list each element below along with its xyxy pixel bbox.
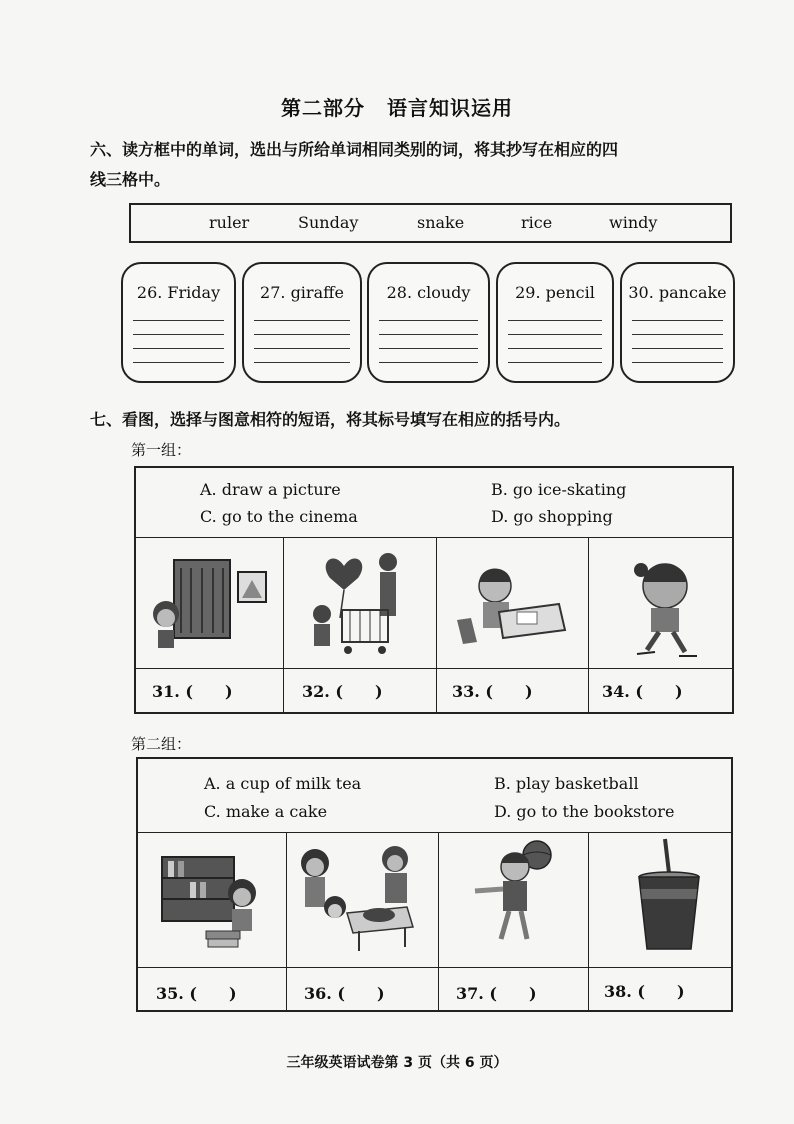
option-d: D. go shopping [491, 507, 613, 526]
writing-line [254, 334, 350, 335]
option-a: A. a cup of milk tea [204, 774, 362, 793]
section6-instruction-line1: 六、读方框中的单词，选出与所给单词相同类别的词，将其抄写在相应的四 [90, 140, 619, 159]
writing-card[interactable] [496, 262, 614, 383]
writing-line [254, 320, 350, 321]
answer-32[interactable]: 32. ( ) [302, 682, 383, 701]
writing-line [379, 362, 478, 363]
writing-card[interactable] [367, 262, 490, 383]
group1-table [134, 466, 734, 714]
writing-line [379, 334, 478, 335]
writing-card[interactable] [620, 262, 735, 383]
writing-line [632, 362, 723, 363]
section7-instruction: 七、看图，选择与图意相符的短语，将其标号填写在相应的括号内。 [90, 410, 571, 429]
writing-line [254, 348, 350, 349]
writing-line [379, 348, 478, 349]
divider [138, 967, 731, 968]
writing-line [133, 362, 224, 363]
option-b: B. play basketball [494, 774, 639, 793]
part-number: 第二部分 [281, 96, 365, 120]
writing-card-label: 29. pencil [515, 283, 595, 302]
bookstore-girl-icon [138, 833, 286, 967]
divider [136, 668, 732, 669]
boy-basketball-icon [439, 833, 588, 967]
shopping-cart-balloon-icon [284, 538, 436, 668]
writing-line [508, 362, 602, 363]
writing-line [632, 348, 723, 349]
option-a: A. draw a picture [200, 480, 341, 499]
writing-card[interactable] [121, 262, 236, 383]
option-d: D. go to the bookstore [494, 802, 675, 821]
writing-line [254, 362, 350, 363]
answer-33[interactable]: 33. ( ) [452, 682, 533, 701]
option-c: C. go to the cinema [200, 507, 358, 526]
word-bank-item: ruler [209, 213, 250, 232]
option-c: C. make a cake [204, 802, 328, 821]
writing-card[interactable] [242, 262, 362, 383]
answer-34[interactable]: 34. ( ) [602, 682, 683, 701]
writing-card-label: 27. giraffe [260, 283, 344, 302]
writing-line [133, 320, 224, 321]
word-bank-item: Sunday [298, 213, 359, 232]
girl-ice-skating-icon [589, 538, 736, 668]
writing-card-label: 30. pancake [628, 283, 727, 302]
boy-drawing-icon [437, 538, 588, 668]
writing-line [508, 320, 602, 321]
answer-38[interactable]: 38. ( ) [604, 982, 685, 1001]
group1-label: 第一组： [131, 441, 192, 459]
page-footer: 三年级英语试卷第 3 页（共 6 页） [286, 1055, 508, 1071]
word-bank-item: snake [417, 213, 465, 232]
writing-line [632, 334, 723, 335]
cinema-girl-icon [136, 538, 282, 668]
writing-line [508, 334, 602, 335]
writing-card-label: 26. Friday [136, 283, 221, 302]
family-making-cake-icon [287, 833, 438, 967]
answer-37[interactable]: 37. ( ) [456, 984, 537, 1003]
writing-line [379, 320, 478, 321]
writing-card-label: 28. cloudy [386, 283, 471, 302]
word-bank [129, 203, 732, 243]
option-b: B. go ice-skating [491, 480, 627, 499]
writing-line [133, 348, 224, 349]
word-bank-item: rice [521, 213, 553, 232]
answer-35[interactable]: 35. ( ) [156, 984, 237, 1003]
writing-line [133, 334, 224, 335]
answer-31[interactable]: 31. ( ) [152, 682, 233, 701]
word-bank-item: windy [609, 213, 658, 232]
part-name: 语言知识运用 [387, 96, 513, 120]
group2-table [136, 757, 733, 1012]
group2-label: 第二组： [131, 735, 192, 753]
section6-instruction-line2: 线三格中。 [90, 170, 171, 189]
writing-line [508, 348, 602, 349]
part-title [0, 92, 794, 121]
answer-36[interactable]: 36. ( ) [304, 984, 385, 1003]
writing-line [632, 320, 723, 321]
milk-tea-cup-icon [589, 833, 735, 967]
